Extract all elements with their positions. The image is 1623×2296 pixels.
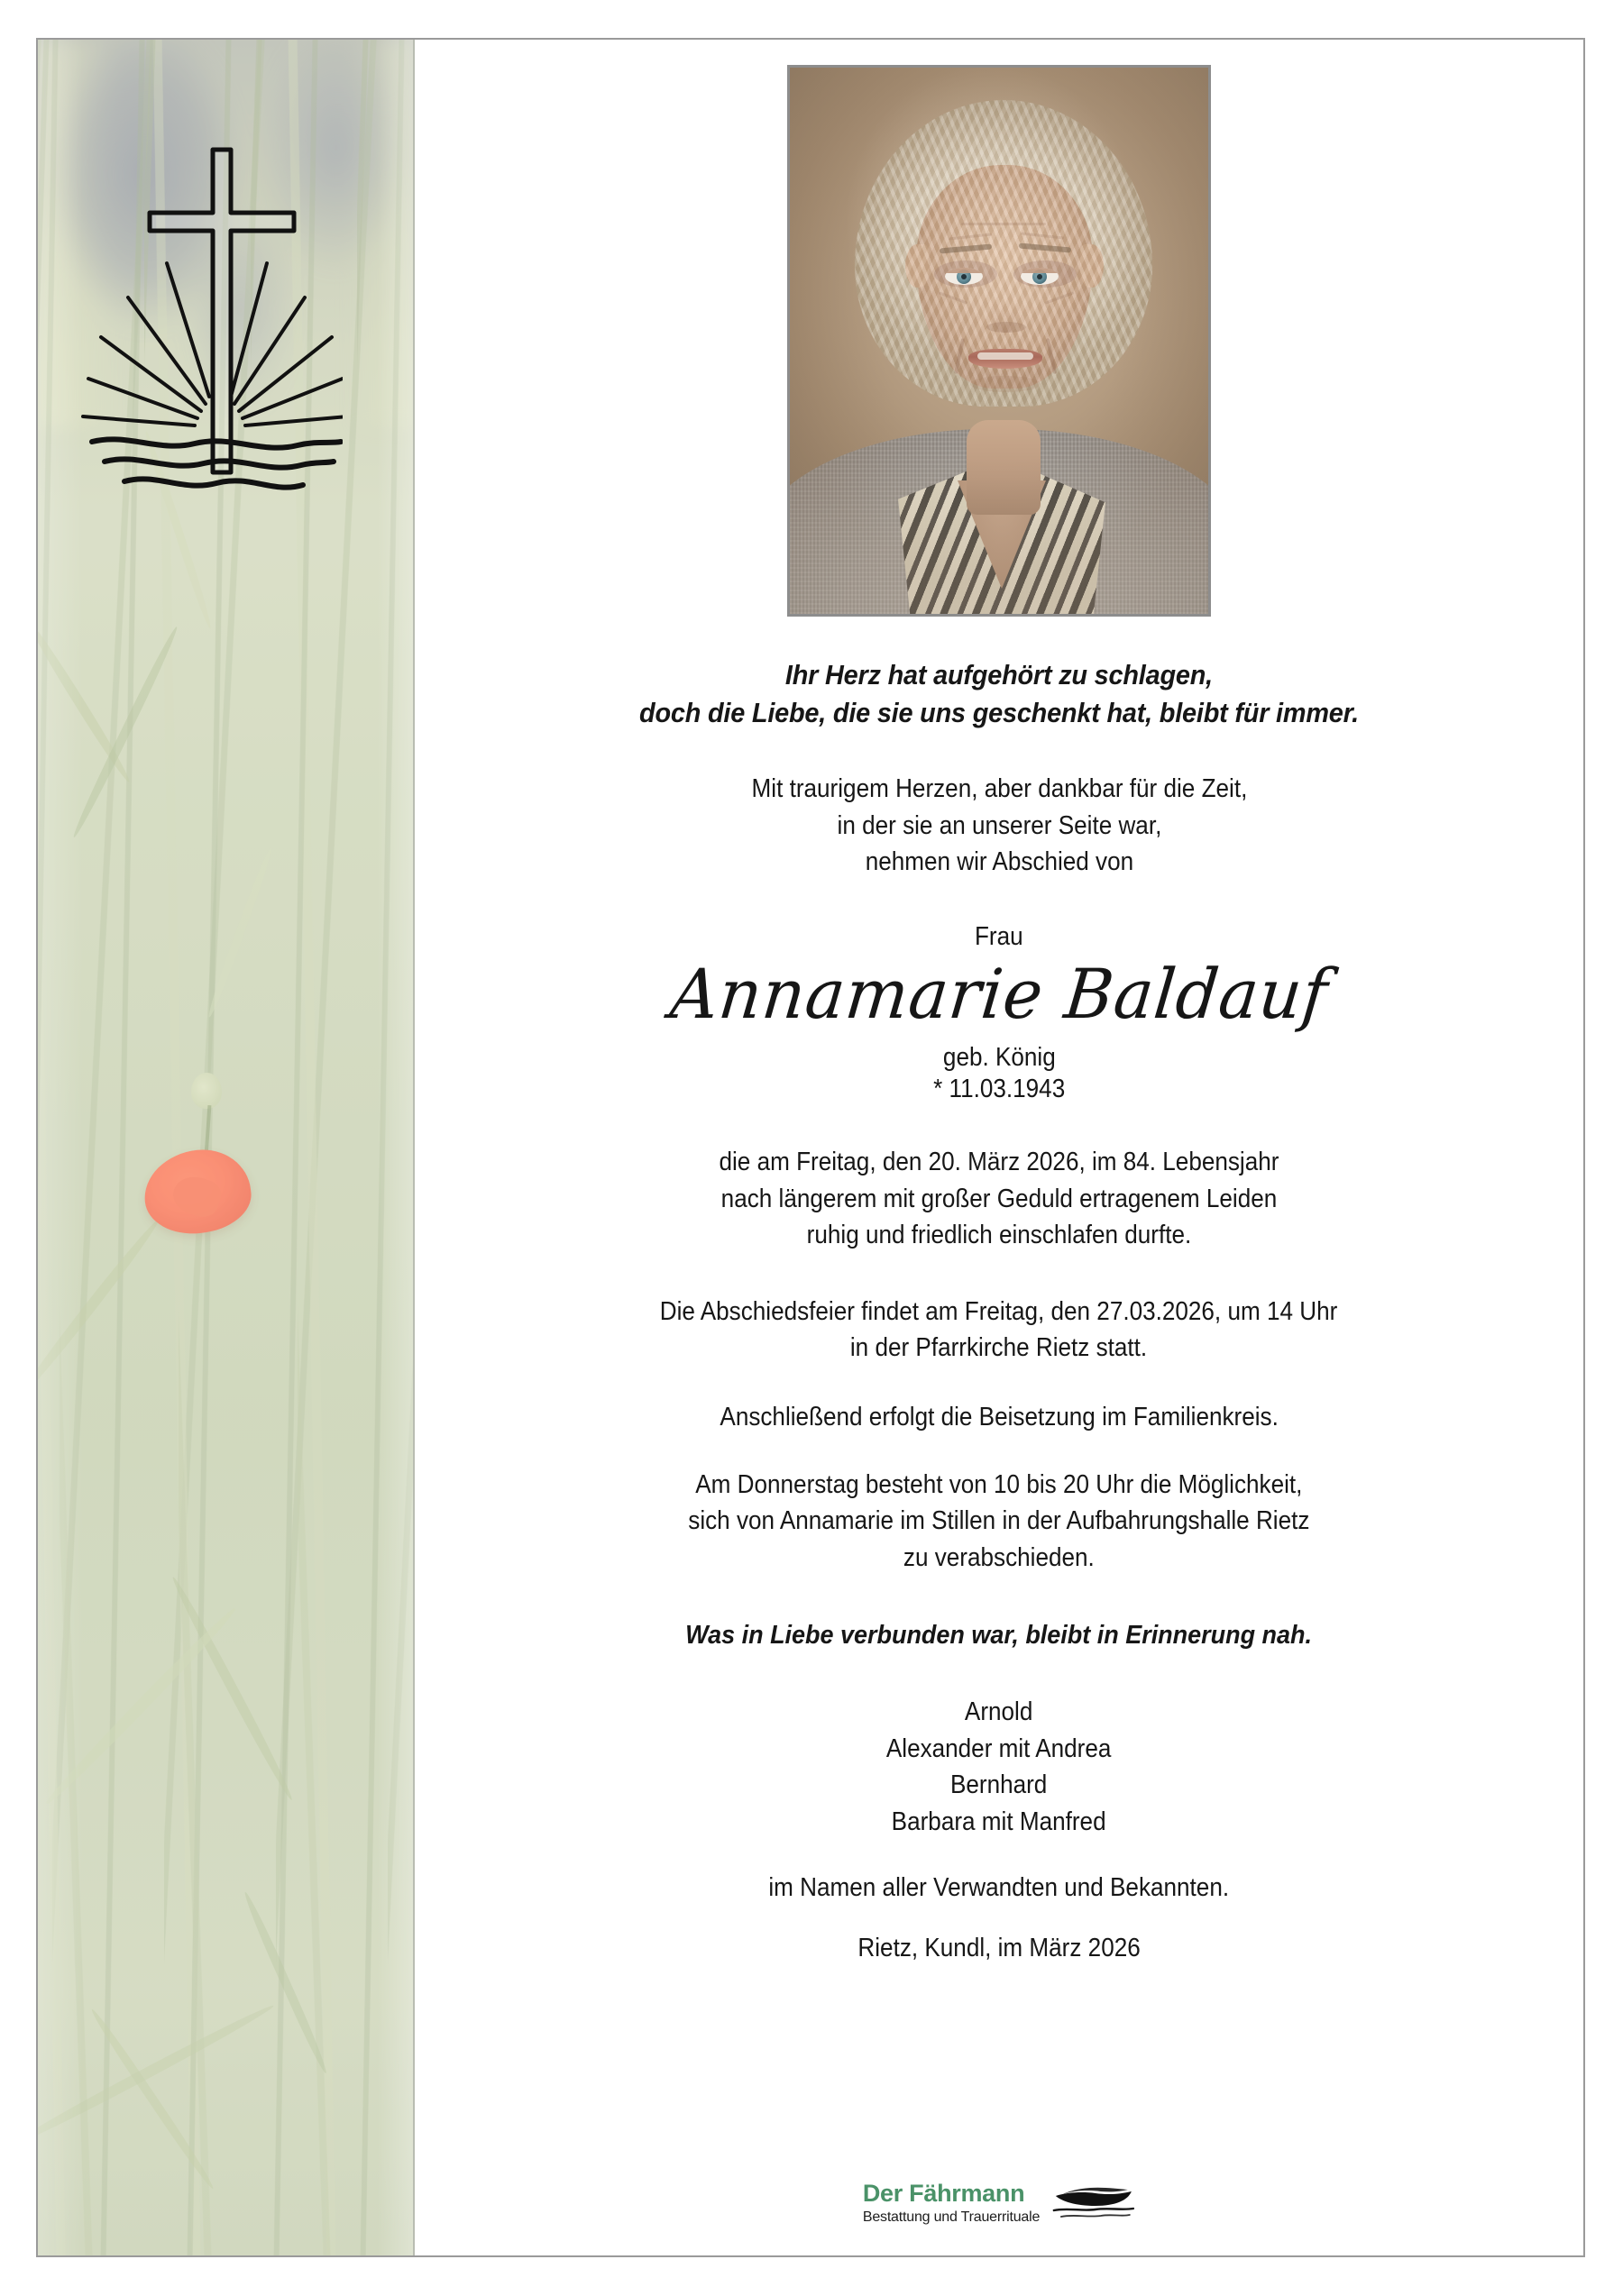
- funeral-home-logo: [863, 2182, 1135, 2225]
- burial-line-1: Anschließend erfolgt die Beisetzung im Familienkreis.: [720, 1402, 1279, 1432]
- place-and-date: Rietz, Kundl, im März 2026: [857, 1933, 1141, 1962]
- passing-paragraph: [720, 1144, 1279, 1254]
- viewing-line-1: Am Donnerstag besteht von 10 bis 20 Uhr die Möglichkeit,: [695, 1469, 1303, 1499]
- intro-line-3: nehmen wir Abschied von: [865, 847, 1133, 877]
- maiden-name: geb. König: [942, 1042, 1056, 1072]
- survivor-line-1: Arnold: [965, 1697, 1033, 1727]
- portrait-photo: [787, 65, 1211, 617]
- burial-paragraph: [720, 1399, 1278, 1436]
- viewing-line-3: zu verabschieden.: [903, 1542, 1095, 1572]
- funeral-home-name: Der Fährmann: [862, 2180, 1025, 2207]
- decorative-photo-strip: [38, 40, 415, 2255]
- motto-verse: [639, 656, 1359, 731]
- funeral-notice-page: [36, 38, 1585, 2257]
- passing-line-2: nach längerem mit großer Geduld ertragenem Leiden: [720, 1184, 1278, 1213]
- survivor-line-3: Bernhard: [950, 1770, 1048, 1800]
- ceremony-paragraph: [660, 1294, 1338, 1367]
- survivor-line-4: Barbara mit Manfred: [892, 1807, 1106, 1837]
- on-behalf-text: im Namen aller Verwandten und Bekannten.: [768, 1872, 1230, 1902]
- intro-line-2: in der sie an unserer Seite war,: [837, 810, 1161, 840]
- closing-verse: Was in Liebe verbunden war, bleibt in Erinnerung nah.: [685, 1621, 1313, 1651]
- motto-line-2: doch die Liebe, die sie uns geschenkt hat, bleibt für immer.: [639, 696, 1359, 728]
- cross-with-sunrays-and-water-icon: [81, 137, 343, 507]
- motto-line-1: Ihr Herz hat aufgehört zu schlagen,: [784, 659, 1214, 691]
- viewing-paragraph: [688, 1467, 1309, 1577]
- ceremony-line-1: Die Abschiedsfeier findet am Freitag, den 27.03.2026, um 14 Uhr: [660, 1296, 1338, 1326]
- intro-paragraph: [751, 771, 1247, 881]
- deceased-name: Annamarie Baldauf: [666, 953, 1332, 1034]
- notice-content-column: [415, 40, 1583, 2255]
- boat-on-water-icon: [1052, 2183, 1135, 2223]
- survivors-list: [886, 1694, 1112, 1840]
- ceremony-line-2: in der Pfarrkirche Rietz statt.: [850, 1333, 1148, 1363]
- birth-date: * 11.03.1943: [932, 1074, 1066, 1103]
- survivor-line-2: Alexander mit Andrea: [886, 1733, 1112, 1763]
- salutation: Frau: [975, 921, 1023, 951]
- passing-line-1: die am Freitag, den 20. März 2026, im 84. Lebensjahr: [719, 1147, 1279, 1176]
- viewing-line-2: sich von Annamarie im Stillen in der Aufbahrungshalle Rietz: [688, 1506, 1310, 1536]
- passing-line-3: ruhig und friedlich einschlafen durfte.: [806, 1221, 1192, 1250]
- intro-line-1: Mit traurigem Herzen, aber dankbar für die Zeit,: [751, 774, 1247, 804]
- funeral-home-tagline: Bestattung und Trauerrituale: [862, 2209, 1041, 2225]
